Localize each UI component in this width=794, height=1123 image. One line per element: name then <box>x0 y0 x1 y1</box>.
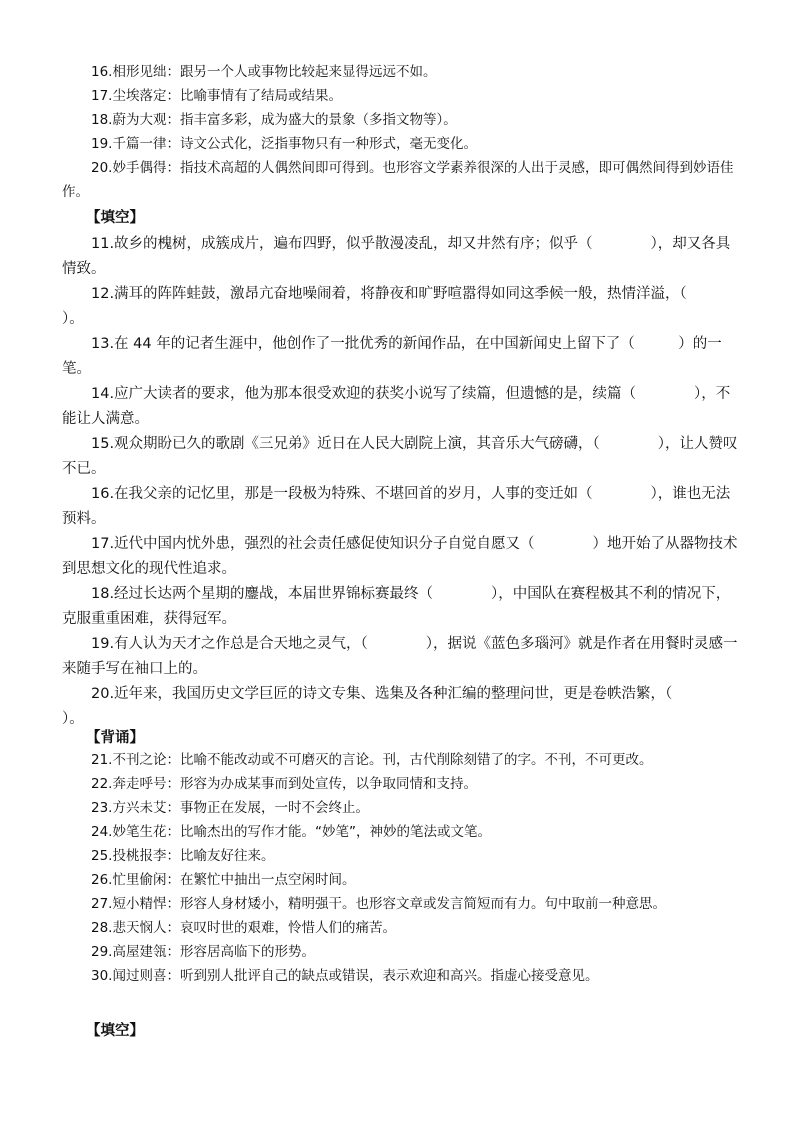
definition-item: 29.高屋建瓴：形容居高临下的形势。 <box>91 944 315 960</box>
definition-item: 16.相形见绌：跟另一个人或事物比较起来显得远远不如。 <box>91 64 437 80</box>
question-item: 17.近代中国内忧外患，强烈的社会责任感促使知识分子自觉自愿又（ ）地开始了从器物技术到思想文化的现代性追求。 <box>62 536 738 577</box>
question-item: 20.近年来，我国历史文学巨匠的诗文专集、选集及各种汇编的整理问世，更是卷帙浩繁，（ ）。 <box>62 686 731 727</box>
definition-item: 17.尘埃落定：比喻事情有了结局或结果。 <box>91 88 342 104</box>
definition-item: 25.投桃报李：比喻友好往来。 <box>91 848 275 864</box>
definition-item: 18.蔚为大观：指丰富多彩，成为盛大的景象（多指文物等）。 <box>91 112 457 128</box>
definition-item: 28.悲天悯人：哀叹时世的艰难，怜惜人们的痛苦。 <box>91 920 396 936</box>
definition-item: 20.妙手偶得：指技术高超的人偶然间即可得到。也形容文学素养很深的人出于灵感，即可偶然间得到妙语佳作。 <box>62 160 734 200</box>
definition-item: 23.方兴未艾：事物正在发展，一时不会终止。 <box>91 800 369 816</box>
section-heading-fill-blank-2: 【填空】 <box>86 1023 144 1039</box>
section-heading-fill-blank: 【填空】 <box>86 210 144 226</box>
question-item: 14.应广大读者的要求，他为那本很受欢迎的获奖小说写了续篇，但遗憾的是，续篇（ ），不能让人满意。 <box>62 386 731 427</box>
definition-item: 27.短小精悍：形容人身材矮小，精明强干。也形容文章或发言简短而有力。句中取前一种意思。 <box>91 896 666 912</box>
idiom-definitions-21-30 <box>62 748 740 988</box>
definition-item: 21.不刊之论：比喻不能改动或不可磨灭的言论。刊，古代削除刻错了的字。不刊，不可更改。 <box>91 752 653 768</box>
definition-item: 24.妙笔生花：比喻杰出的写作才能。“妙笔”，神妙的笔法或文笔。 <box>91 824 491 840</box>
definition-item: 19.千篇一律：诗文公式化，泛指事物只有一种形式，毫无变化。 <box>91 136 477 152</box>
question-item: 12.满耳的阵阵蛙鼓，激昂亢奋地噪闹着，将静夜和旷野喧嚣得如同这季候一般，热情洋溢，（ ）。 <box>62 286 745 327</box>
fill-blank-questions-11-20 <box>62 232 745 732</box>
question-item: 19.有人认为天才之作总是合天地之灵气，（ ），据说《蓝色多瑙河》就是作者在用餐时灵感一来随手写在袖口上的。 <box>62 636 738 677</box>
definition-item: 30.闻过则喜：听到别人批评自己的缺点或错误，表示欢迎和高兴。指虚心接受意见。 <box>91 968 599 984</box>
question-item: 16.在我父亲的记忆里，那是一段极为特殊、不堪回首的岁月，人事的变迁如（ ），谁也无法预料。 <box>62 486 731 527</box>
section-heading-recite: 【背诵】 <box>86 730 144 746</box>
question-item: 15.观众期盼已久的歌剧《三兄弟》近日在人民大剧院上演，其音乐大气磅礴，（ ），让人赞叹不已。 <box>62 436 738 477</box>
definition-item: 22.奔走呼号：形容为办成某事而到处宣传，以争取同情和支持。 <box>91 776 477 792</box>
question-item: 18.经过长达两个星期的鏖战，本届世界锦标赛最终（ ），中国队在赛程极其不利的情况下，克服重重困难，获得冠军。 <box>62 586 731 627</box>
idiom-definitions-16-20 <box>62 60 740 204</box>
definition-item: 26.忙里偷闲：在繁忙中抽出一点空闲时间。 <box>91 872 356 888</box>
question-item: 13.在 44 年的记者生涯中，他创作了一批优秀的新闻作品，在中国新闻史上留下了（ ）的一笔。 <box>62 336 722 377</box>
question-item: 11.故乡的槐树，成簇成片，遍布四野，似乎散漫凌乱，却又井然有序；似乎（ ），却又各具情致。 <box>62 236 731 277</box>
